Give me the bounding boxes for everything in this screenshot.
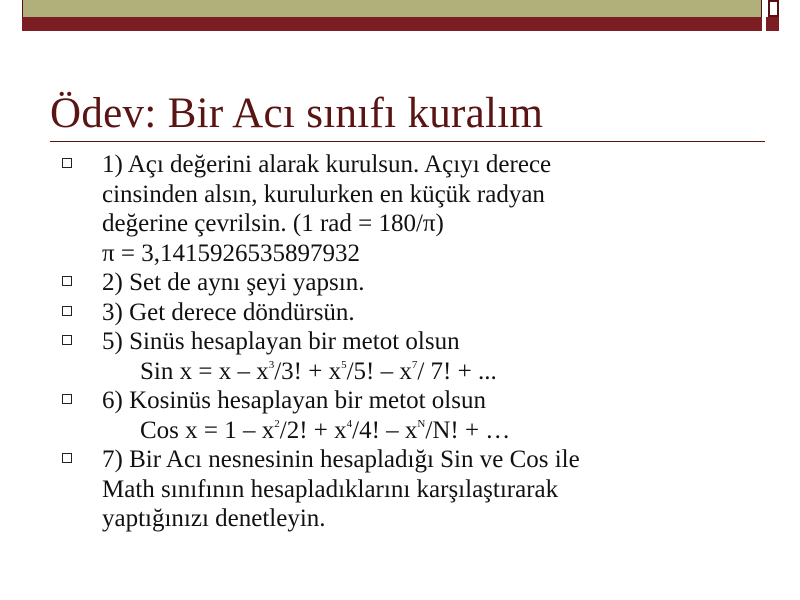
square-bullet-icon [62, 453, 72, 463]
slide-title: Ödev: Bir Acı sınıfı kuralım [50, 90, 544, 137]
list-item [62, 386, 762, 445]
item-line: 7) Bir Acı nesnesinin hesapladığı Sin ve Cos ile [102, 446, 580, 473]
sine-formula: Sin $x = x - x^3/3$! + $x^5/5$! – $x^7/$ 7! + ... [140, 357, 497, 385]
corner-decoration-lower [766, 17, 779, 31]
list-item [62, 150, 762, 268]
cosine-formula: Cos $x = 1 - x^2/2$! + $x^4/4$! – $x^N/N$! + … [140, 416, 511, 444]
square-bullet-icon [62, 276, 72, 286]
item-line: 3) Get derece döndürsün. [102, 298, 355, 326]
square-bullet-icon [62, 306, 72, 316]
bullet-list [62, 150, 762, 534]
title-divider [50, 141, 765, 142]
list-item [62, 327, 762, 386]
square-bullet-icon [62, 335, 72, 345]
corner-decoration [768, 0, 779, 17]
header-band-olive [22, 0, 762, 17]
item-line: 1) Açı değerini alarak kurulsun. Açıyı derece [102, 151, 552, 178]
item-line: 2) Set de aynı şeyi yapsın. [102, 269, 365, 296]
item-line: 5) Sinüs hesaplayan bir metot olsun [102, 328, 460, 355]
item-line: yaptığınızı denetleyin. [102, 505, 326, 532]
item-line: Math sınıfının hesapladıklarını karşılaştırarak [102, 475, 559, 503]
square-bullet-icon [62, 158, 72, 168]
item-line: cinsinden alsın, kurulurken en küçük radyan [102, 180, 545, 208]
header-band-maroon [22, 17, 762, 31]
item-line: 6) Kosinüs hesaplayan bir metot olsun [102, 387, 486, 414]
list-item [62, 298, 762, 328]
list-item [62, 268, 762, 298]
list-item [62, 445, 762, 534]
square-bullet-icon [62, 394, 72, 404]
item-line: π = 3,1415926535897932 [102, 239, 360, 267]
item-line: değerine çevrilsin. (1 rad = 180/π) [102, 210, 444, 237]
